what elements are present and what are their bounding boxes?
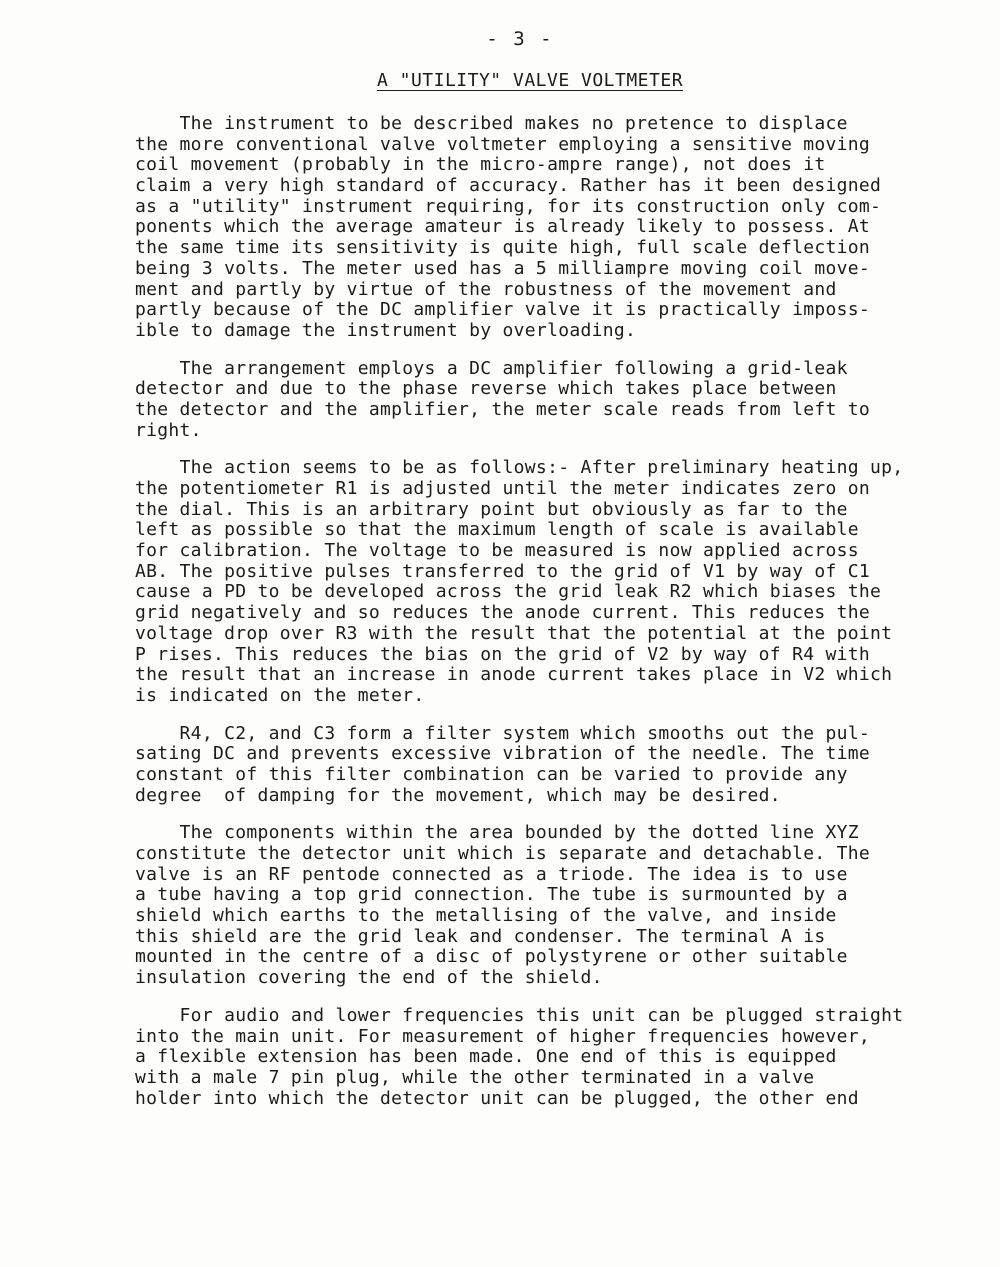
text-line: valve is an RF pentode connected as a triode. The idea is to use <box>135 863 848 885</box>
text-line: holder into which the detector unit can be plugged, the other end <box>135 1087 859 1109</box>
text-line: ible to damage the instrument by overloading. <box>135 319 637 341</box>
paragraph-6 <box>135 1006 980 1109</box>
page-title: A "UTILITY" VALVE VOLTMETER <box>376 70 684 91</box>
text-line: the same time its sensitivity is quite high, full scale deflection <box>135 237 871 259</box>
text-line: AB. The positive pulses transferred to the grid of V1 by way of C1 <box>135 560 871 582</box>
text-line: The instrument to be described makes no pretence to displace <box>135 113 848 134</box>
text-line: cause a PD to be developed across the grid leak R2 which biases the <box>135 581 882 603</box>
text-line: shield which earths to the metallising of the valve, and inside <box>135 905 837 927</box>
text-line: degree of damping for the movement, which may be desired. <box>135 784 781 806</box>
text-line: for calibration. The voltage to be measured is now applied across <box>135 540 859 562</box>
text-line: mounted in the centre of a disc of polystyrene or other suitable <box>135 946 848 968</box>
text-line: The arrangement employs a DC amplifier following a grid-leak <box>135 357 848 379</box>
text-line: the more conventional valve voltmeter employing a sensitive moving <box>135 133 871 155</box>
text-line: ponents which the average amateur is already likely to possess. At <box>135 216 871 238</box>
text-line: The action seems to be as follows:- After preliminary heating up, <box>135 457 904 479</box>
paragraph-2 <box>135 359 980 442</box>
text-line: The components within the area bounded by the dotted line XYZ <box>135 822 859 844</box>
paragraph-5 <box>135 823 980 989</box>
text-line: claim a very high standard of accuracy. Rather has it been designed <box>135 175 882 197</box>
text-line: being 3 volts. The meter used has a 5 milliampre moving coil move- <box>135 257 871 279</box>
text-line: into the main unit. For measurement of higher frequencies however, <box>135 1025 871 1047</box>
text-line: voltage drop over R3 with the result that the potential at the point <box>135 622 893 644</box>
page-number: - 3 - <box>486 28 554 50</box>
text-line: detector and due to the phase reverse which takes place between <box>135 378 837 400</box>
text-line: coil movement (probably in the micro-ampre range), not does it <box>135 154 826 176</box>
text-line: right. <box>135 419 202 441</box>
text-line: grid negatively and so reduces the anode current. This reduces the <box>135 602 871 624</box>
text-line: with a male 7 pin plug, while the other terminated in a valve <box>135 1066 815 1088</box>
text-line: R4, C2, and C3 form a filter system which smooths out the pul- <box>135 722 871 744</box>
text-line: a flexible extension has been made. One end of this is equipped <box>135 1046 837 1068</box>
text-line: left as possible so that the maximum length of scale is available <box>135 519 859 541</box>
document-body <box>135 114 980 1126</box>
text-line: the detector and the amplifier, the meter scale reads from left to <box>135 398 871 420</box>
text-line: as a "utility" instrument requiring, for its construction only com- <box>135 195 882 217</box>
text-line: For audio and lower frequencies this unit can be plugged straight <box>135 1004 904 1026</box>
text-line: the result that an increase in anode current takes place in V2 which <box>135 664 893 686</box>
text-line: constant of this filter combination can be varied to provide any <box>135 763 848 785</box>
paragraph-1 <box>135 114 980 342</box>
text-line: is indicated on the meter. <box>135 684 425 706</box>
text-line: the dial. This is an arbitrary point but obviously as far to the <box>135 498 848 520</box>
text-line: the potentiometer R1 is adjusted until the meter indicates zero on <box>135 478 871 499</box>
text-line: sating DC and prevents excessive vibration of the needle. The time <box>135 743 871 765</box>
text-line: a tube having a top grid connection. The tube is surmounted by a <box>135 884 848 906</box>
text-line: P rises. This reduces the bias on the grid of V2 by way of R4 with <box>135 643 871 665</box>
paragraph-3 <box>135 458 980 706</box>
text-line: ment and partly by virtue of the robustness of the movement and <box>135 278 837 300</box>
text-line: constitute the detector unit which is separate and detachable. The <box>135 843 871 864</box>
text-line: insulation covering the end of the shield. <box>135 967 603 989</box>
text-line: partly because of the DC amplifier valve it is practically imposs- <box>135 299 871 321</box>
text-line: this shield are the grid leak and condenser. The terminal A is <box>135 925 826 947</box>
paragraph-4 <box>135 724 980 807</box>
